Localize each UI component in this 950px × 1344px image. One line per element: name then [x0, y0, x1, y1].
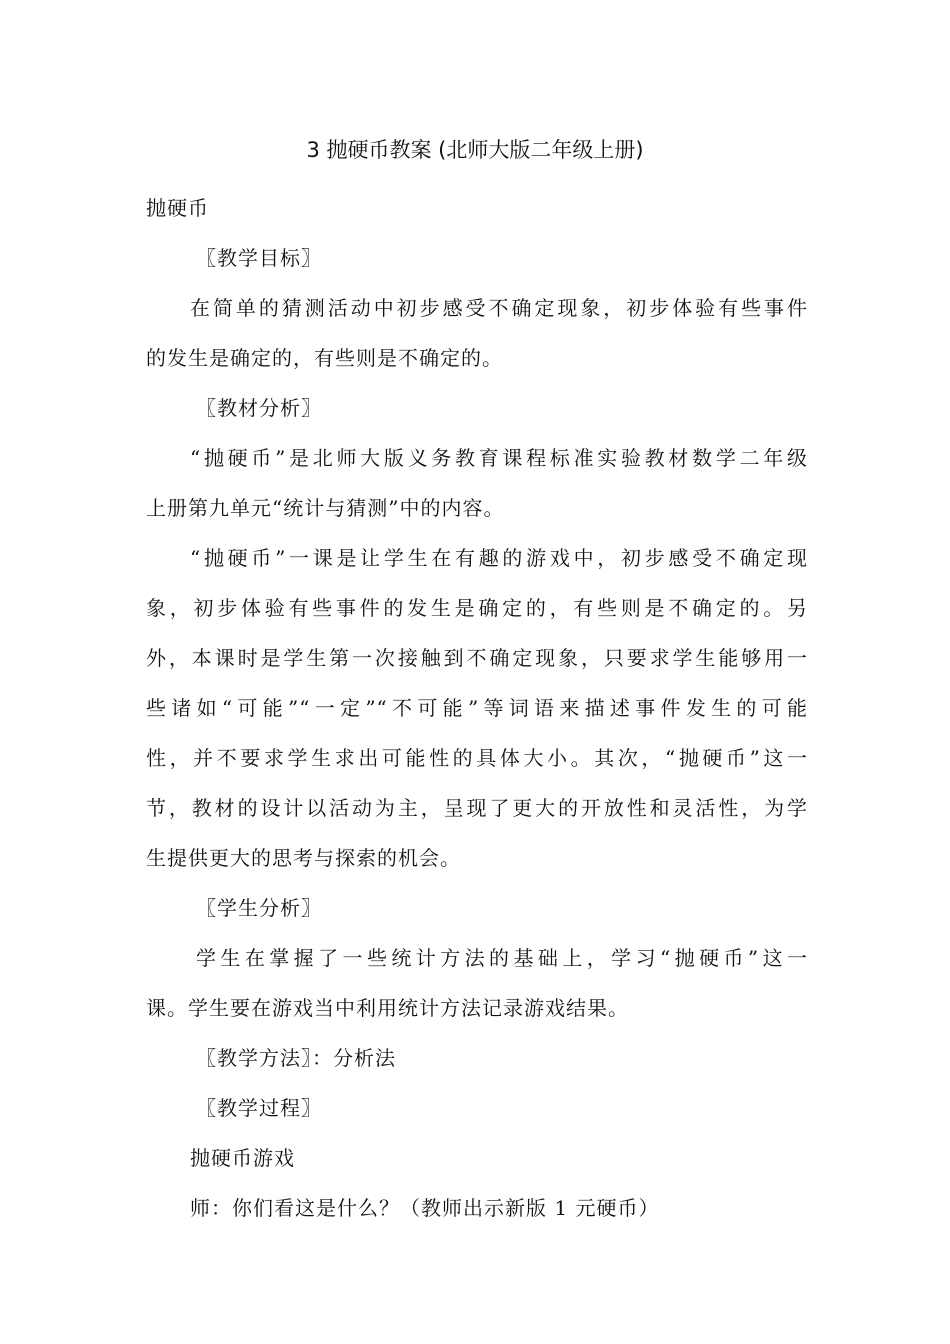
subheading-coin-game: 抛硬币游戏: [190, 1146, 295, 1170]
paragraph-line: “抛硬币”是北师大版义务教育课程标准实验教材数学二年级: [190, 446, 808, 470]
document-body: [146, 183, 808, 1233]
section-label-objectives: 〖教学目标〗: [196, 246, 322, 270]
document-title: 3 抛硬币教案 (北师大版二年级上册): [306, 138, 644, 162]
paragraph-line: 师：你们看这是什么？（教师出示新版 1 元硬币）: [190, 1196, 660, 1220]
section-label-teaching-process: 〖教学过程〗: [196, 1096, 322, 1120]
paragraph-line: “抛硬币”一课是让学生在有趣的游戏中，初步感受不确定现: [190, 546, 808, 570]
paragraph-line: 课。学生要在游戏当中利用统计方法记录游戏结果。: [146, 996, 629, 1020]
section-heading: 抛硬币: [146, 196, 209, 220]
section-label-material-analysis: 〖教材分析〗: [196, 396, 322, 420]
paragraph-line: 的发生是确定的，有些则是不确定的。: [146, 346, 503, 370]
section-label-teaching-method: 〖教学方法〗：分析法: [196, 1046, 396, 1070]
paragraph-line: 象，初步体验有些事件的发生是确定的，有些则是不确定的。另: [146, 596, 808, 620]
paragraph-line: 外，本课时是学生第一次接触到不确定现象，只要求学生能够用一: [146, 646, 808, 670]
paragraph-line: 在简单的猜测活动中初步感受不确定现象，初步体验有些事件: [190, 296, 808, 320]
paragraph-line: 学生在掌握了一些统计方法的基础上，学习“抛硬币”这一: [196, 946, 808, 970]
paragraph-line: 上册第九单元“统计与猜测”中的内容。: [146, 496, 505, 520]
paragraph-line: 生提供更大的思考与探索的机会。: [146, 846, 461, 870]
paragraph-line: 些诸如“可能”“一定”“不可能”等词语来描述事件发生的可能: [146, 696, 808, 720]
paragraph-line: 性，并不要求学生求出可能性的具体大小。其次，“抛硬币”这一: [146, 746, 808, 770]
section-label-student-analysis: 〖学生分析〗: [196, 896, 322, 920]
paragraph-line: 节，教材的设计以活动为主，呈现了更大的开放性和灵活性，为学: [146, 796, 808, 820]
